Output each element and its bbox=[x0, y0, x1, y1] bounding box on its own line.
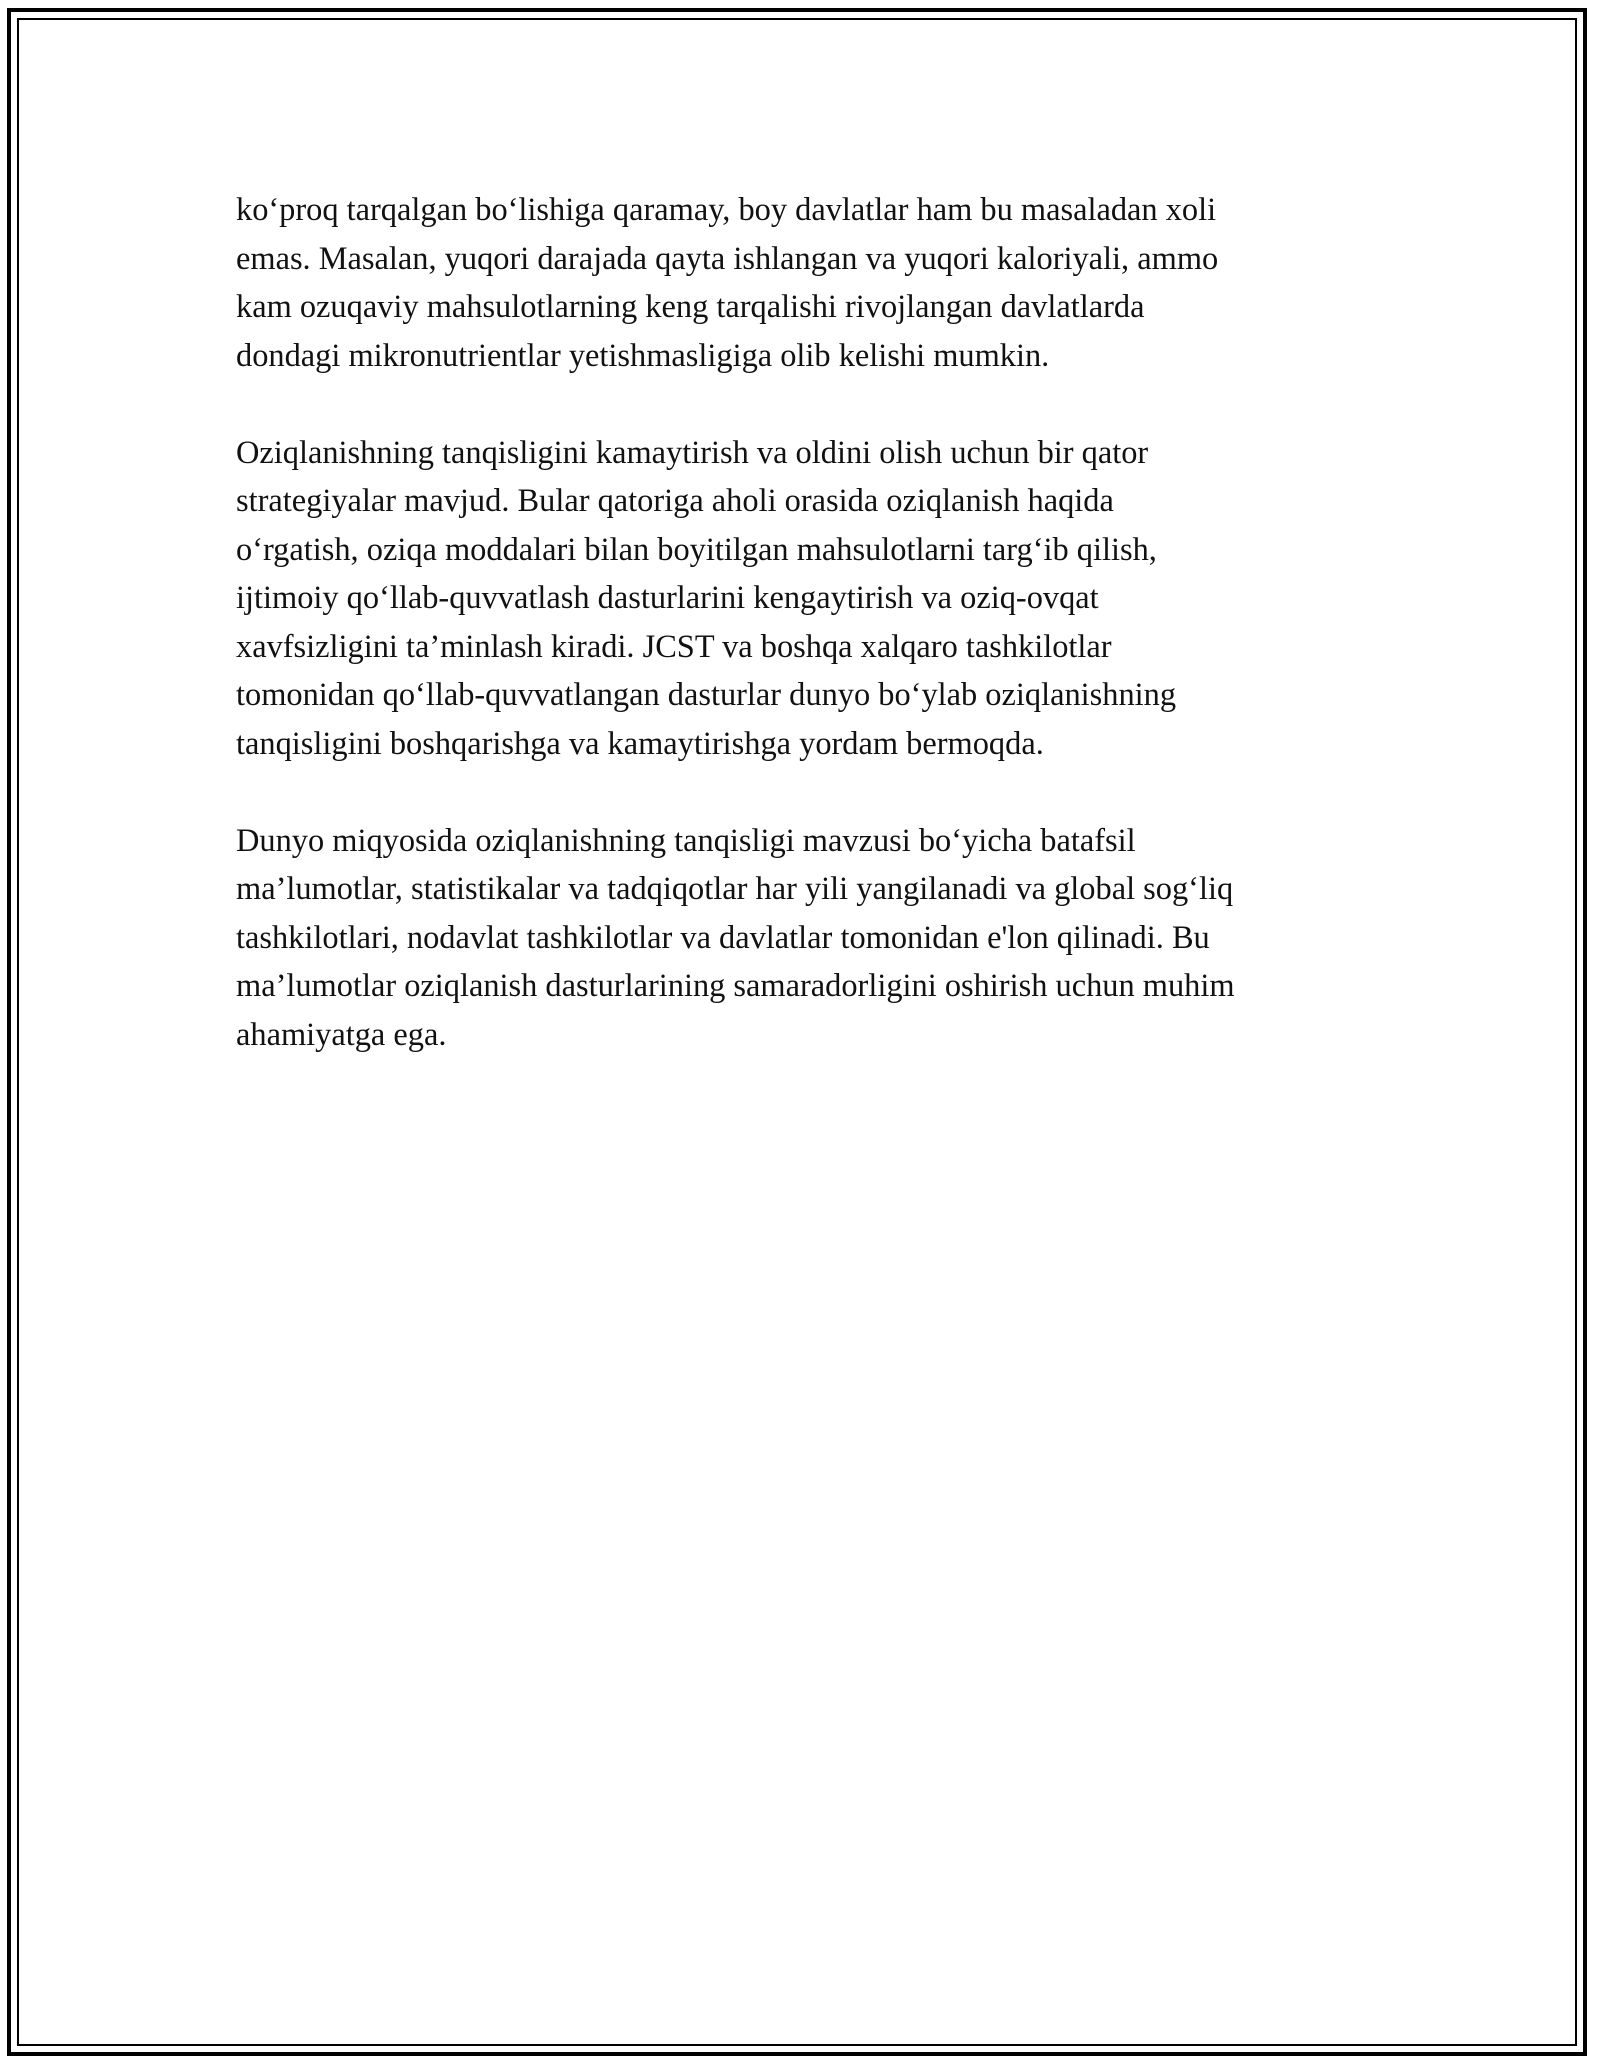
text-line: kam ozuqaviy mahsulotlarning keng tarqalishi rivojlangan davlatlarda bbox=[236, 289, 1145, 325]
text-line: Oziqlanishning tanqisligini kamaytirish va oldini olish uchun bir qator bbox=[236, 434, 1149, 471]
text-line: ijtimoiy qo‘llab-quvvatlash dasturlarini kengaytirish va oziq-ovqat bbox=[236, 580, 1099, 616]
text-line: tashkilotlari, nodavlat tashkilotlar va davlatlar tomonidan e'lon qilinadi. Bu bbox=[236, 919, 1210, 956]
text-line: ko‘proq tarqalgan bo‘lishiga qaramay, boy davlatlar ham bu masaladan xoli bbox=[236, 192, 1217, 228]
text-line: dondagi mikronutrientlar yetishmasligiga olib kelishi mumkin. bbox=[236, 337, 1050, 374]
text-line: ma’lumotlar oziqlanish dasturlarining samaradorligini oshirish uchun muhim bbox=[236, 968, 1235, 1004]
paragraph-1 bbox=[236, 186, 1396, 380]
text-line: Dunyo miqyosida oziqlanishning tanqisligi mavzusi bo‘yicha batafsil bbox=[236, 822, 1136, 859]
paragraph-2 bbox=[236, 429, 1396, 769]
text-line: strategiyalar mavjud. Bular qatoriga aholi orasida oziqlanish haqida bbox=[236, 483, 1114, 519]
paragraph-3 bbox=[236, 817, 1396, 1060]
text-line: ma’lumotlar, statistikalar va tadqiqotlar har yili yangilanadi va global sog‘liq bbox=[236, 871, 1234, 907]
text-line: emas. Masalan, yuqori darajada qayta ishlangan va yuqori kaloriyali, ammo bbox=[236, 240, 1219, 277]
text-line: xavfsizligini ta’minlash kiradi. JCST va boshqa xalqaro tashkilotlar bbox=[236, 628, 1112, 665]
text-line: ahamiyatga ega. bbox=[236, 1016, 447, 1053]
text-line: tomonidan qo‘llab-quvvatlangan dasturlar dunyo bo‘ylab oziqlanishning bbox=[236, 677, 1177, 713]
text-line: tanqisligini boshqarishga va kamaytirishga yordam bermoqda. bbox=[236, 725, 1044, 762]
document-body bbox=[236, 186, 1396, 1108]
text-line: o‘rgatish, oziqa moddalari bilan boyitilgan mahsulotlarni targ‘ib qilish, bbox=[236, 531, 1157, 568]
